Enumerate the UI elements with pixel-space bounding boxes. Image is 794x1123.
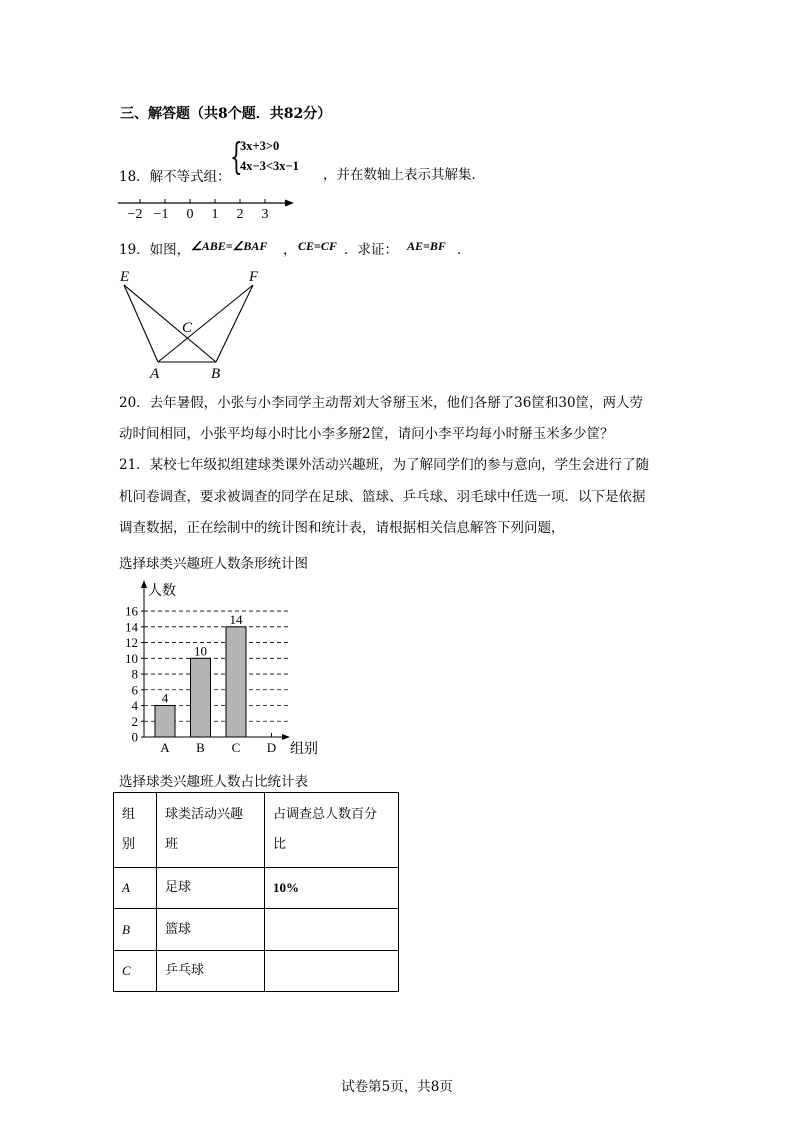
number-line-tick: 2: [236, 207, 244, 222]
q19-condition-2: CE=CF: [298, 239, 337, 253]
number-line-arrow-icon: [285, 200, 294, 207]
q20-line-1: 20．去年暑假，小张与小李同学主动帮刘大爷掰玉米，他们各掰了36筐和30筐，两人劳: [119, 395, 644, 411]
cell-group: B: [114, 909, 157, 951]
cell-group: C: [114, 951, 157, 992]
q19-condition-1: ∠ABE=∠BAF: [191, 239, 268, 253]
q19-separator: ，: [283, 242, 297, 258]
q19-prefix: 19．如图，: [119, 242, 191, 258]
q18-prefix: 18．解不等式组：: [119, 169, 231, 185]
category-label: D: [266, 740, 277, 755]
q21-line-2: 机问卷调查，要求被调查的同学在足球、篮球、乒乓球、羽毛球中任选一项．以下是依据: [119, 489, 646, 505]
y-tick-label: 0: [131, 729, 138, 745]
y-tick-label: 6: [131, 682, 138, 698]
data-label: 10: [194, 643, 207, 659]
cell-group: A: [114, 868, 157, 909]
number-line-tick: −2: [127, 207, 143, 222]
data-label: 4: [161, 690, 169, 706]
y-axis-arrow-icon: [141, 580, 147, 588]
page-footer: 试卷第5页，共8页: [341, 1079, 453, 1095]
category-label: B: [196, 740, 205, 755]
header-activity: 球类活动兴趣 班: [157, 793, 265, 868]
number-line-tick: 3: [261, 207, 269, 222]
q21-line-3: 调查数据，正在绘制中的统计图和统计表，请根据相关信息解答下列问题，: [119, 520, 565, 536]
table-row: [114, 951, 399, 992]
y-tick-label: 8: [131, 666, 138, 682]
table-row: [114, 868, 399, 909]
chart-caption: 选择球类兴趣班人数条形统计图: [119, 556, 308, 572]
percent-table: [113, 792, 399, 992]
y-tick-label: 14: [125, 619, 138, 635]
cell-activity: 足球: [157, 868, 265, 909]
q19-goal: AE=BF: [407, 239, 446, 253]
number-line-tick: −1: [153, 207, 169, 222]
number-line-tick: 1: [211, 207, 219, 222]
y-axis-label: 人数: [148, 583, 176, 599]
cell-percent: [265, 951, 399, 992]
y-tick-label: 10: [125, 650, 138, 666]
q19-geometry-figure: [112, 265, 272, 383]
cell-percent: [265, 909, 399, 951]
x-axis-arrow-icon: [282, 734, 290, 740]
q18-suffix: ，并在数轴上表示其解集．: [323, 167, 485, 183]
y-tick-label: 4: [131, 698, 138, 714]
category-label: C: [231, 740, 241, 755]
y-tick-label: 16: [125, 603, 138, 619]
cell-activity: 乒乓球: [157, 951, 265, 992]
x-axis-label: 组别: [290, 741, 318, 757]
header-percent: 占调查总人数百分 比: [265, 793, 399, 868]
bar-c: [226, 627, 246, 737]
y-tick-label: 12: [125, 635, 138, 651]
section-title: 三、解答题（共8个题．共82分）: [120, 106, 332, 122]
q19-end: ．: [457, 242, 471, 258]
bar-a: [155, 706, 175, 737]
bar-chart: [112, 578, 332, 758]
label-a: A: [150, 366, 160, 382]
label-c: C: [182, 320, 193, 336]
q20-line-2: 动时间相同，小张平均每小时比小李多掰2筐，请问小李平均每小时掰玉米多少筐？: [119, 426, 614, 442]
q21-line-1: 21．某校七年级拟组建球类课外活动兴趣班，为了解同学们的参与意向，学生会进行了随: [119, 457, 650, 473]
number-line-tick: 0: [186, 207, 194, 222]
q18-inequality-1: 3x+3>0: [240, 139, 280, 153]
label-b: B: [211, 366, 221, 382]
q18-inequality-2: 4x−3<3x−1: [240, 159, 299, 173]
table-row: [114, 909, 399, 951]
table-caption: 选择球类兴趣班人数占比统计表: [119, 774, 308, 790]
number-line: [112, 192, 302, 222]
q19-mid: ．求证：: [344, 242, 398, 258]
table-header-row: [114, 793, 399, 868]
label-f: F: [249, 269, 259, 285]
header-group: 组 别: [114, 793, 157, 868]
data-label: 14: [229, 611, 243, 627]
q18-brace: {: [230, 137, 243, 178]
y-tick-label: 2: [131, 713, 138, 729]
bar-b: [191, 658, 211, 737]
category-label: A: [160, 740, 170, 755]
label-e: E: [120, 269, 130, 285]
cell-percent: 10%: [265, 868, 399, 909]
cell-activity: 篮球: [157, 909, 265, 951]
